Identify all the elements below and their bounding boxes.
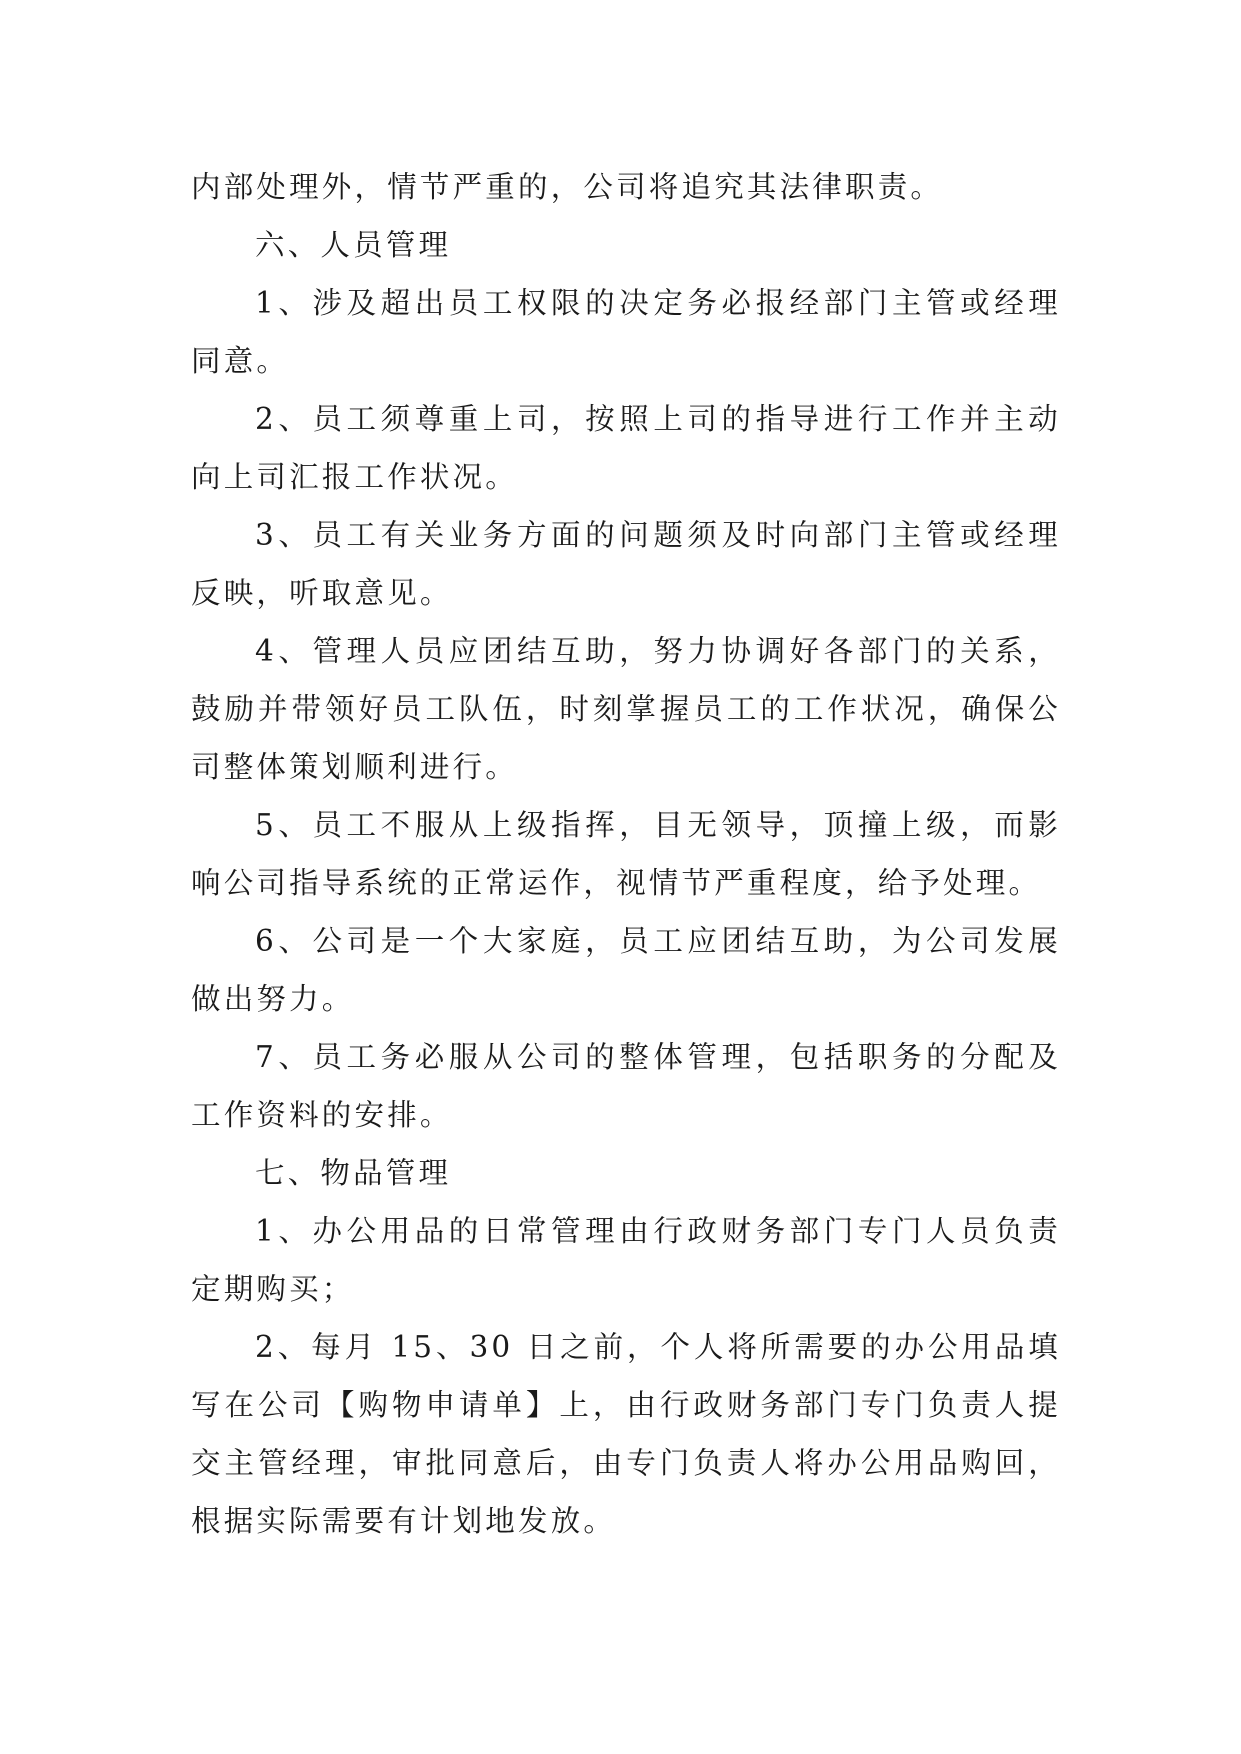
list-item: 3、员工有关业务方面的问题须及时向部门主管或经理反映，听取意见。: [191, 518, 1061, 610]
list-item: 4、管理人员应团结互助，努力协调好各部门的关系，鼓励并带领好员工队伍，时刻掌握员工的工作状况，确保公司整体策划顺利进行。: [191, 634, 1061, 784]
list-item: 7、员工务必服从公司的整体管理，包括职务的分配及工作资料的安排。: [191, 1040, 1061, 1132]
section-heading-supplies: 七、物品管理: [255, 1156, 452, 1190]
paragraph-continuation: 内部处理外，情节严重的，公司将追究其法律职责。: [191, 170, 944, 204]
section-heading-personnel: 六、人员管理: [255, 228, 452, 262]
list-item: 1、办公用品的日常管理由行政财务部门专门人员负责定期购买；: [191, 1214, 1061, 1306]
list-item: 2、每月 15、30 日之前，个人将所需要的办公用品填写在公司【购物申请单】上，由行政财务部门专门负责人提交主管经理，审批同意后，由专门负责人将办公用品购回，根据实际需要有计划地发放。: [191, 1330, 1061, 1538]
list-item: 6、公司是一个大家庭，员工应团结互助，为公司发展做出努力。: [191, 924, 1061, 1016]
list-item: 5、员工不服从上级指挥，目无领导，顶撞上级，而影响公司指导系统的正常运作，视情节严重程度，给予处理。: [191, 808, 1061, 900]
document-body: [191, 158, 1061, 1550]
list-item: 2、员工须尊重上司，按照上司的指导进行工作并主动向上司汇报工作状况。: [191, 402, 1061, 494]
list-item: 1、涉及超出员工权限的决定务必报经部门主管或经理同意。: [191, 286, 1061, 378]
